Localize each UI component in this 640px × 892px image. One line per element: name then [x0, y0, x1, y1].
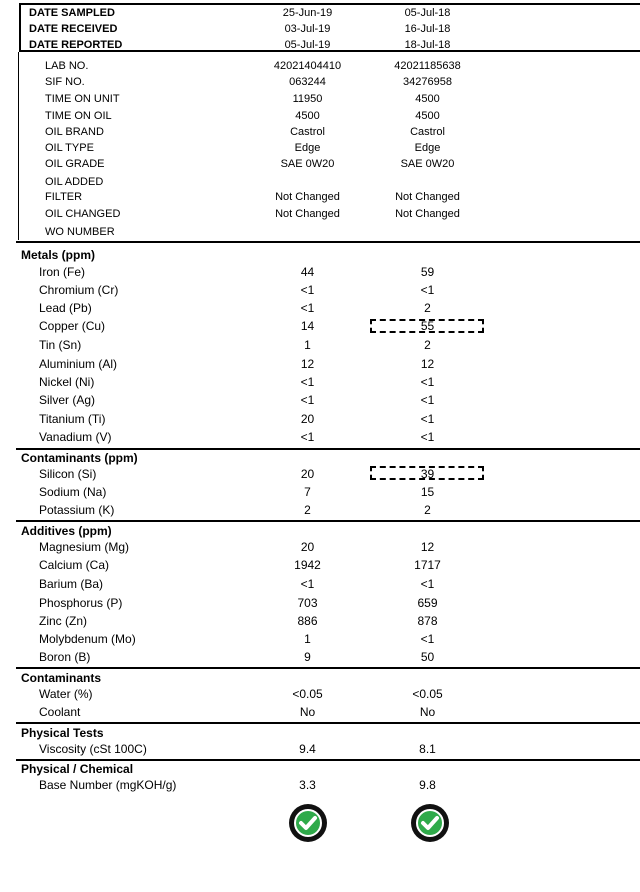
sample2-value: Castrol — [410, 126, 445, 138]
sample2-value: 9.8 — [419, 778, 436, 792]
sample1-value: 1942 — [294, 558, 321, 572]
metals-row — [0, 283, 640, 301]
sample2-value: 55 — [420, 319, 435, 333]
info-row — [0, 60, 640, 76]
sample2-value: <1 — [420, 632, 435, 646]
contaminant-label: Sodium (Na) — [39, 485, 107, 499]
info-row — [0, 176, 640, 192]
sample2-value: <1 — [420, 412, 435, 426]
sample1-value: 3.3 — [299, 778, 316, 792]
additive-row — [0, 614, 640, 632]
info-label: OIL TYPE — [45, 142, 94, 154]
sample2-value: 2 — [424, 301, 431, 315]
sample2-value: 2 — [424, 503, 431, 517]
metals-row — [0, 357, 640, 375]
metals-row — [0, 338, 640, 356]
sample2-value: Edge — [414, 142, 441, 154]
metals-row — [0, 430, 640, 448]
metal-label: Copper (Cu) — [39, 319, 106, 333]
info-label: OIL CHANGED — [45, 208, 121, 220]
sample1-value: 9 — [304, 650, 311, 664]
info-row — [0, 208, 640, 224]
sample1-value: 05-Jul-19 — [284, 39, 331, 51]
contaminant-label: Coolant — [39, 705, 81, 719]
sample1-value: 44 — [300, 265, 315, 279]
header-row — [0, 7, 640, 22]
sample1-value: Edge — [294, 142, 321, 154]
sample1-value: 25-Jun-19 — [282, 7, 333, 19]
metals-row — [0, 301, 640, 319]
contaminant-label: Potassium (K) — [39, 503, 115, 517]
sample2-value: 8.1 — [419, 742, 436, 756]
physical-row — [0, 742, 640, 760]
sample1-value: 7 — [304, 485, 311, 499]
info-row — [0, 76, 640, 92]
additive-row — [0, 577, 640, 595]
info-label: OIL GRADE — [45, 158, 105, 170]
metal-label: Lead (Pb) — [39, 301, 92, 315]
sample1-value: <1 — [300, 375, 315, 389]
additives-title: Additives (ppm) — [21, 524, 112, 538]
info-row — [0, 126, 640, 142]
additive-label: Boron (B) — [39, 650, 91, 664]
info-label: SIF NO. — [45, 76, 85, 88]
metal-label: Iron (Fe) — [39, 265, 86, 279]
info-label: TIME ON OIL — [45, 110, 112, 122]
metal-label: Vanadium (V) — [39, 430, 112, 444]
additive-row — [0, 650, 640, 668]
physical-label: Viscosity (cSt 100C) — [39, 742, 147, 756]
sample2-value: 12 — [420, 357, 435, 371]
additive-label: Calcium (Ca) — [39, 558, 110, 572]
sample1-value: 1 — [304, 338, 311, 352]
sample1-value: 063244 — [289, 76, 326, 88]
chemical-label: Base Number (mgKOH/g) — [39, 778, 177, 792]
sample2-value: <0.05 — [412, 687, 443, 701]
sample2-value: <1 — [420, 393, 435, 407]
sample1-value: 20 — [300, 540, 315, 554]
header-row — [0, 39, 640, 54]
sample2-value: 16-Jul-18 — [404, 23, 451, 35]
section-divider — [16, 722, 640, 724]
sample2-value: 18-Jul-18 — [404, 39, 451, 51]
additive-label: Zinc (Zn) — [39, 614, 87, 628]
metal-label: Tin (Sn) — [39, 338, 82, 352]
info-row — [0, 110, 640, 126]
physical-chemical-title: Physical / Chemical — [21, 762, 134, 776]
sample1-value: 4500 — [295, 110, 320, 122]
sample2-value: <1 — [420, 577, 435, 591]
additive-row — [0, 558, 640, 576]
sample2-value: 05-Jul-18 — [404, 7, 451, 19]
sample1-value: 42021404410 — [273, 60, 342, 72]
contaminant-row — [0, 687, 640, 705]
sample1-value: Not Changed — [275, 191, 340, 203]
additive-row — [0, 632, 640, 650]
metal-label: Titanium (Ti) — [39, 412, 106, 426]
metals-row — [0, 393, 640, 411]
metals-row — [0, 265, 640, 283]
sample1-value: Not Changed — [275, 208, 340, 220]
section-divider — [16, 241, 640, 243]
sample1-value: Castrol — [290, 126, 325, 138]
contaminants-ppm-title: Contaminants (ppm) — [21, 451, 138, 465]
additive-row — [0, 596, 640, 614]
sample2-value: 878 — [417, 614, 438, 628]
sample1-value: 20 — [300, 412, 315, 426]
sample2-value: Not Changed — [395, 191, 460, 203]
contaminant-row — [0, 705, 640, 723]
info-label: FILTER — [45, 191, 83, 203]
sample2-value: No — [419, 705, 436, 719]
info-row — [0, 191, 640, 207]
sample1-value: No — [299, 705, 316, 719]
contaminant-row — [0, 467, 640, 485]
info-label: OIL ADDED — [45, 176, 104, 188]
info-label: TIME ON UNIT — [45, 93, 120, 105]
section-divider — [16, 759, 640, 761]
sample2-value: 42021185638 — [394, 60, 461, 72]
sample1-value: 9.4 — [299, 742, 316, 756]
sample2-value: 4500 — [415, 93, 440, 105]
metals-row — [0, 375, 640, 393]
sample2-value: 50 — [420, 650, 435, 664]
metal-label: Nickel (Ni) — [39, 375, 95, 389]
info-row — [0, 142, 640, 158]
contaminant-row — [0, 503, 640, 521]
info-label: OIL BRAND — [45, 126, 104, 138]
contaminant-label: Water (%) — [39, 687, 93, 701]
additive-row — [0, 540, 640, 558]
sample2-value: 12 — [420, 540, 435, 554]
info-row — [0, 226, 640, 242]
additive-label: Barium (Ba) — [39, 577, 104, 591]
sample2-value: <1 — [420, 283, 435, 297]
metal-label: Aluminium (Al) — [39, 357, 118, 371]
info-row — [0, 93, 640, 109]
contaminant-label: Silicon (Si) — [39, 467, 97, 481]
sample1-value: <1 — [300, 283, 315, 297]
sample1-value: <1 — [300, 301, 315, 315]
additive-label: Phosphorus (P) — [39, 596, 123, 610]
sample2-value: 659 — [417, 596, 438, 610]
sample2-value: Not Changed — [395, 208, 460, 220]
sample2-value: 1717 — [414, 558, 441, 572]
sample1-value: 03-Jul-19 — [284, 23, 331, 35]
check-circle-icon — [411, 804, 449, 842]
sample1-value: <1 — [300, 393, 315, 407]
sample2-value: 34276958 — [403, 76, 452, 88]
additive-label: Molybdenum (Mo) — [39, 632, 136, 646]
sample2-value: 2 — [424, 338, 431, 352]
contaminants-title: Contaminants — [21, 671, 102, 685]
date-received-label: DATE RECEIVED — [29, 23, 118, 35]
chemical-row — [0, 778, 640, 796]
sample1-value: <1 — [300, 577, 315, 591]
sample2-value: 15 — [420, 485, 435, 499]
metals-row — [0, 412, 640, 430]
sample1-value: 703 — [297, 596, 318, 610]
check-circle-icon — [289, 804, 327, 842]
header-row — [0, 23, 640, 38]
sample2-value: <1 — [420, 375, 435, 389]
sample1-value: 2 — [304, 503, 311, 517]
metals-row — [0, 319, 640, 337]
date-reported-label: DATE REPORTED — [29, 39, 123, 51]
section-divider — [16, 667, 640, 669]
sample1-value: 886 — [297, 614, 318, 628]
metals-title: Metals (ppm) — [21, 248, 96, 262]
sample1-value: 12 — [300, 357, 315, 371]
info-row — [0, 158, 640, 174]
metal-label: Chromium (Cr) — [39, 283, 119, 297]
sample1-value: <1 — [300, 430, 315, 444]
info-label: LAB NO. — [45, 60, 89, 72]
additive-label: Magnesium (Mg) — [39, 540, 130, 554]
sample1-value: 1 — [304, 632, 311, 646]
date-sampled-label: DATE SAMPLED — [29, 7, 115, 19]
sample2-value: 4500 — [415, 110, 440, 122]
section-divider — [16, 520, 640, 522]
sample1-value: 20 — [300, 467, 315, 481]
sample2-value: 59 — [420, 265, 435, 279]
contaminant-row — [0, 485, 640, 503]
physical-tests-title: Physical Tests — [21, 726, 104, 740]
section-divider — [16, 448, 640, 450]
sample1-value: <0.05 — [292, 687, 323, 701]
sample1-value: 11950 — [292, 93, 323, 105]
metal-label: Silver (Ag) — [39, 393, 96, 407]
info-label: WO NUMBER — [45, 226, 115, 238]
sample1-value: 14 — [300, 319, 315, 333]
sample1-value: SAE 0W20 — [280, 158, 335, 170]
sample2-value: 39 — [420, 467, 435, 481]
sample2-value: <1 — [420, 430, 435, 444]
sample2-value: SAE 0W20 — [400, 158, 455, 170]
